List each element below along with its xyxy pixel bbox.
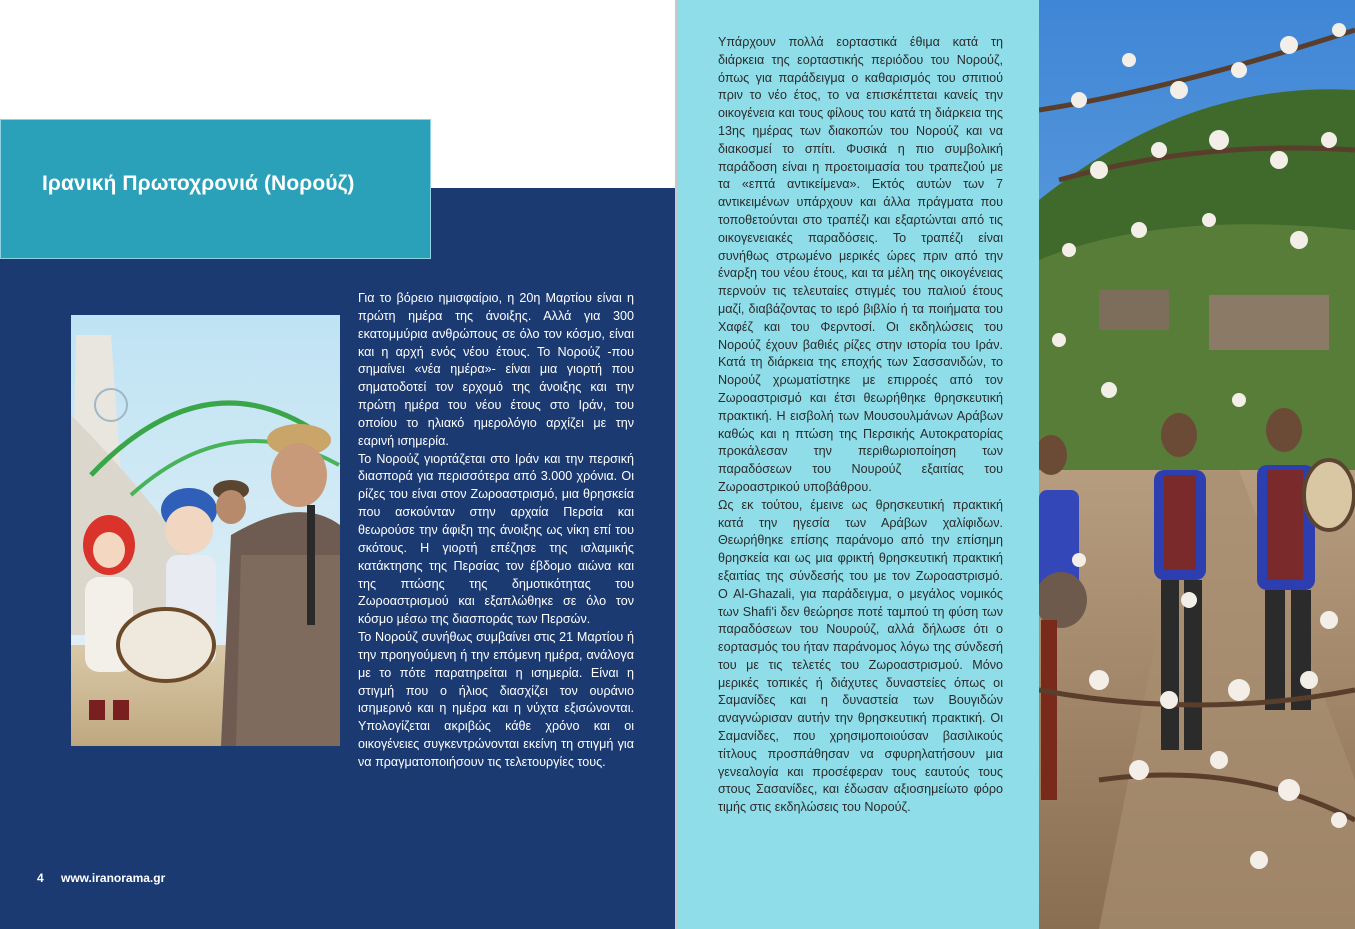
paragraph: Για το βόρειο ημισφαίριο, η 20η Μαρτίου είναι η πρώτη ημέρα της άνοιξης. Αλλά για 300 εκατομμύρια ανθρώπους σε όλο τον κόσμο, είναι και η αρχή ενός νέου έτους. Το Νορούζ -που σημαίνει «νέα ημέρα»- είναι μια γιορτή που σηματοδοτεί τον ερχομό της άνοιξης και την πρώτη ημέρα του νέου έτους στο Ιράν, του οποίου το ηλιακό ημερολόγιο αρχίζει με την εαρινή ισημερία. — [358, 291, 634, 448]
left-page — [0, 0, 675, 929]
paragraph: Υπάρχουν πολλά εορταστικά έθιμα κατά τη διάρκεια της εορταστικής περιόδου του Νορούζ, όπως για παράδειγμα ο καθαρισμός του σπιτιού πριν το νέο έτος, το να επισκέπτεται κανείς την οικογένεια και τους φίλους του κατά τη διάρκεια της 13ης ημέρας των διακοπών του Νορούζ και να διακοσμεί το σπίτι. Φυσικά η πιο συμβολική παράδοση είναι η προετοιμασία του τραπεζιού με τα «επτά αντικείμενα». Εκτός αυτών των 7 αντικειμένων υπάρχουν και άλλα πράγματα που τοποθετούνται στο τραπέζι και εξαρτώνται από τις οικογενειακές παραδόσεις. Το τραπέζι είναι συνήθως στρωμένο μερικές ώρες πριν από την έναρξη του νέου έτους, και τα μέλη της οικογένειας περνούν τις τελευταίες στιγμές του παλιού έτους μαζί, διαβάζοντας το ιερό βιβλίο ή τα ποιήματα του Χαφέζ και του Φερντοσί. Οι εκδηλώσεις του Νορούζ έχουν βαθιές ρίζες στην ιστορία του Ιράν. Κατά τη διάρκεια της εποχής των Σασσανιδών, το Νορούζ χρωματίστηκε με επιρροές από τον Ζωροαστρισμό και έτσι θεωρήθηκε θρησκευτική πρακτική. Η εισβολή των Μουσουλμάνων Αράβων καθώς και η πτώση της Περσικής Αυτοκρατορίας προκάλεσαν την περιθωριοποίηση των παραδόσεων του Νουρούζ εξαιτίας του Ζωροαστρικού υποβάθρου. — [718, 35, 1003, 494]
left-body-text — [358, 290, 634, 772]
page-number: 4 — [37, 871, 44, 885]
paragraph: Το Νορούζ συνήθως συμβαίνει στις 21 Μαρτίου ή την προηγούμενη ή την επόμενη ημέρα, ανάλογα με το πότε παρατηρείται η ισημερία. Είναι η στιγμή που ο ήλιος διασχίζει τον ουράνιο ισημερινό και η ημέρα και η νύχτα εξισώνονται. Υπολογίζεται ακριβώς κάθε χρόνο και οι οικογένειες συγκεντρώνονται εκείνη τη στιγμή για να πραγματοποιήσουν τις τελετουργίες τους. — [358, 630, 634, 769]
website-url: www.iranorama.gr — [61, 871, 166, 885]
paragraph: Ως εκ τούτου, έμεινε ως θρησκευτική πρακτική κατά την ηγεσία των Αράβων χαλίφιδων. Θεωρήθηκε επίσης παράνομο από την επίσημη θρησκεία και ως μια φρικτή θρησκευτική πρακτική εξαιτίας της σύνδεσής του με τον Ζωροαστρισμό. Ο Al-Ghazali, για παράδειγμα, ο μεγάλος νομικός των Shafi'i δεν θεώρησε ποτέ ταμπού τη φύση των παραδόσεων του Νουρούζ, αλλά δήλωσε ότι ο εορτασμός του ήταν παράνομος λόγω της σύνδεσή του με τις τελετές του Ζωροαστρισμού. Μόνο μερικές τοπικές ή διάχυτες δυναστείες όπως οι Σαμανίδες και η δυναστεία των Βουγιδών αναγνώρισαν αυτήν την θρησκευτική πρακτική. Οι Σαμανίδες, που χρησιμοποιούσαν βασιλικούς τίτλους προσπάθησαν να σφυρηλατήσουν μια γενεαλογία και προσέφεραν τους εαυτούς τους στους Σασανίδες, και έδωσαν αξιοσημείωτο φόρο τιμής στις εκδηλώσεις του Νορούζ. — [718, 497, 1003, 815]
article-title: Ιρανική Πρωτοχρονιά (Νορούζ) — [42, 172, 355, 195]
blossom-musicians-photo — [1039, 0, 1355, 929]
right-body-text — [718, 34, 1003, 817]
nowruz-street-musicians-photo — [71, 315, 340, 746]
paragraph: Το Νορούζ γιορτάζεται στο Ιράν και την περσική διασπορά για περισσότερα από 3.000 χρόνια. Οι ρίζες του είναι στον Ζωροαστρισμό, μια θρησκεία που ασκούνταν στην αρχαία Περσία και θεωρούσε την άφιξη της άνοιξης ως νίκη επί του σκότους. Η γιορτή επέζησε της ισλαμικής κατάκτησης της Περσίας τον έβδομο αιώνα και της πτώσης της δημοτικότητας του Ζωροαστρισμού και εξαπλώθηκε σε όλο τον κόσμο μέσω της διασποράς των Περσών. — [358, 451, 634, 627]
photo-illustration — [1039, 0, 1355, 929]
photo-illustration — [71, 315, 340, 746]
